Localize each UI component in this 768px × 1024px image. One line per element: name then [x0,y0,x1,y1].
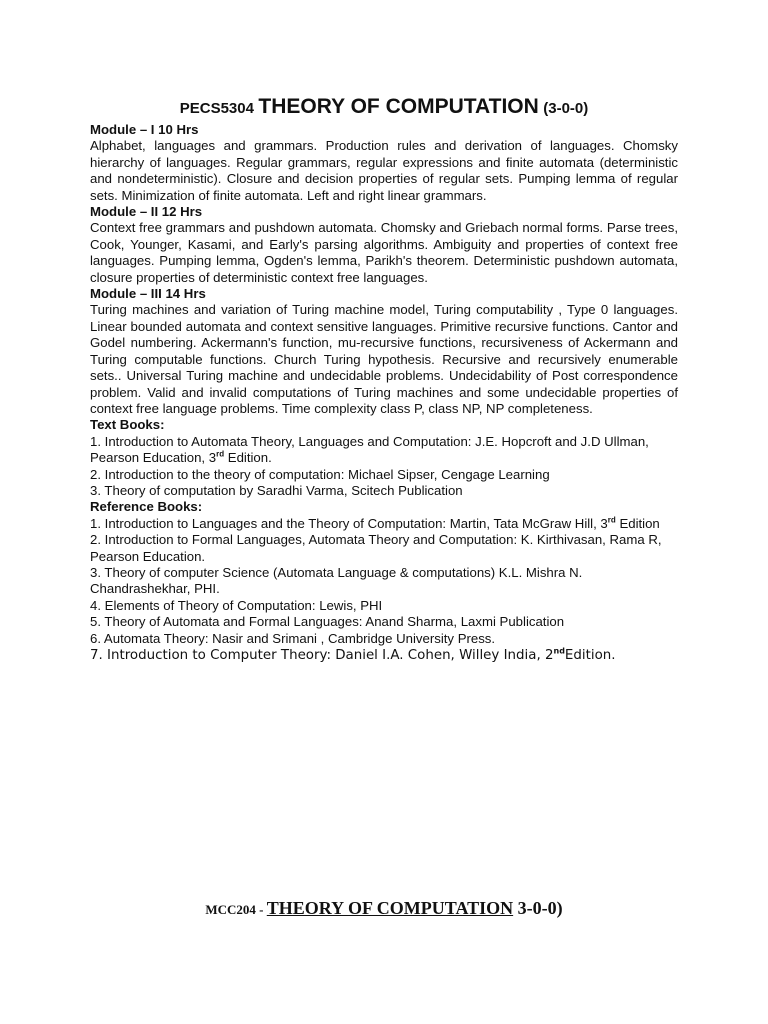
module-2 [90,204,678,286]
reference-books-list [90,516,678,665]
book-item: 7. Introduction to Computer Theory: Daniel I.A. Cohen, Willey India, 2ndEdition. [90,646,616,663]
next-course-name: THEORY OF COMPUTATION [266,898,514,918]
module-text: Context free grammars and pushdown automata. Chomsky and Griebach normal forms. Parse trees, Cook, Younger, Kasami, and Early's parsing algorithms. Ambiguity and properties of context free languages. Pumping lemma, Ogden's lemma, Parikh's theorem. Deterministic pushdown automata, closure properties of deterministic context free languages. [90,220,678,285]
book-item: 6. Automata Theory: Nasir and Srimani , Cambridge University Press. [90,630,496,646]
next-course-code: MCC204 - [205,902,267,917]
book-item: 3. Theory of computation by Saradhi Varma, Scitech Publication [90,482,463,498]
course-name: THEORY OF COMPUTATION [258,95,539,118]
book-item: 1. Introduction to Languages and the Theory of Computation: Martin, Tata McGraw Hill, 3rd Edition [90,515,660,531]
module-text: Alphabet, languages and grammars. Production rules and derivation of languages. Chomsky hierarchy of languages. Regular grammars, regular expressions and finite automata (deterministic and nondeterministic). Closure and decision properties of regular sets. Pumping lemma of regular sets. Minimization of finite automata. Left and right linear grammars. [90,138,678,203]
syllabus-body [90,122,678,664]
text-books-list [90,434,678,500]
next-course-title [0,898,768,919]
module-heading: Module – I 10 Hrs [90,122,199,137]
book-item: 1. Introduction to Automata Theory, Languages and Computation: J.E. Hopcroft and J.D Ullman, Pearson Education, 3rd Edition. [90,433,649,466]
book-item: 4. Elements of Theory of Computation: Lewis, PHI [90,597,383,613]
book-item: 5. Theory of Automata and Formal Languages: Anand Sharma, Laxmi Publication [90,614,565,630]
module-3 [90,286,678,417]
reference-books-heading: Reference Books: [90,499,203,515]
module-heading: Module – II 12 Hrs [90,204,203,220]
module-1 [90,122,678,204]
next-course-credits: 3-0-0) [513,898,563,918]
module-heading: Module – III 14 Hrs [90,286,206,302]
book-item: 2. Introduction to the theory of computation: Michael Sipser, Cengage Learning [90,466,550,482]
course-credits: (3-0-0) [543,100,589,117]
course-code: PECS5304 [179,100,254,117]
text-books-heading: Text Books: [90,417,165,433]
book-item: 3. Theory of computer Science (Automata Language & computations) K.L. Mishra N. Chandrashekhar, PHI. [90,564,583,597]
course-title [0,95,768,119]
book-item: 2. Introduction to Formal Languages, Automata Theory and Computation: K. Kirthivasan, Rama R, Pearson Education. [90,532,662,564]
module-text: Turing machines and variation of Turing machine model, Turing computability , Type 0 languages. Linear bounded automata and context sensitive languages. Primitive recursive functions. Cantor and Godel numbering. Ackermann's function, mu-recursive functions, recursiveness of Ackermann and Turing computable functions. Church Turing hypothesis. Recursive and recursively enumerable sets.. Universal Turing machine and undecidable problems. Undecidability of Post correspondence problem. Valid and invalid computations of Turing machines and some undecidable properties of context free language problems. Time complexity class P, class NP, NP completeness. [90,302,678,416]
